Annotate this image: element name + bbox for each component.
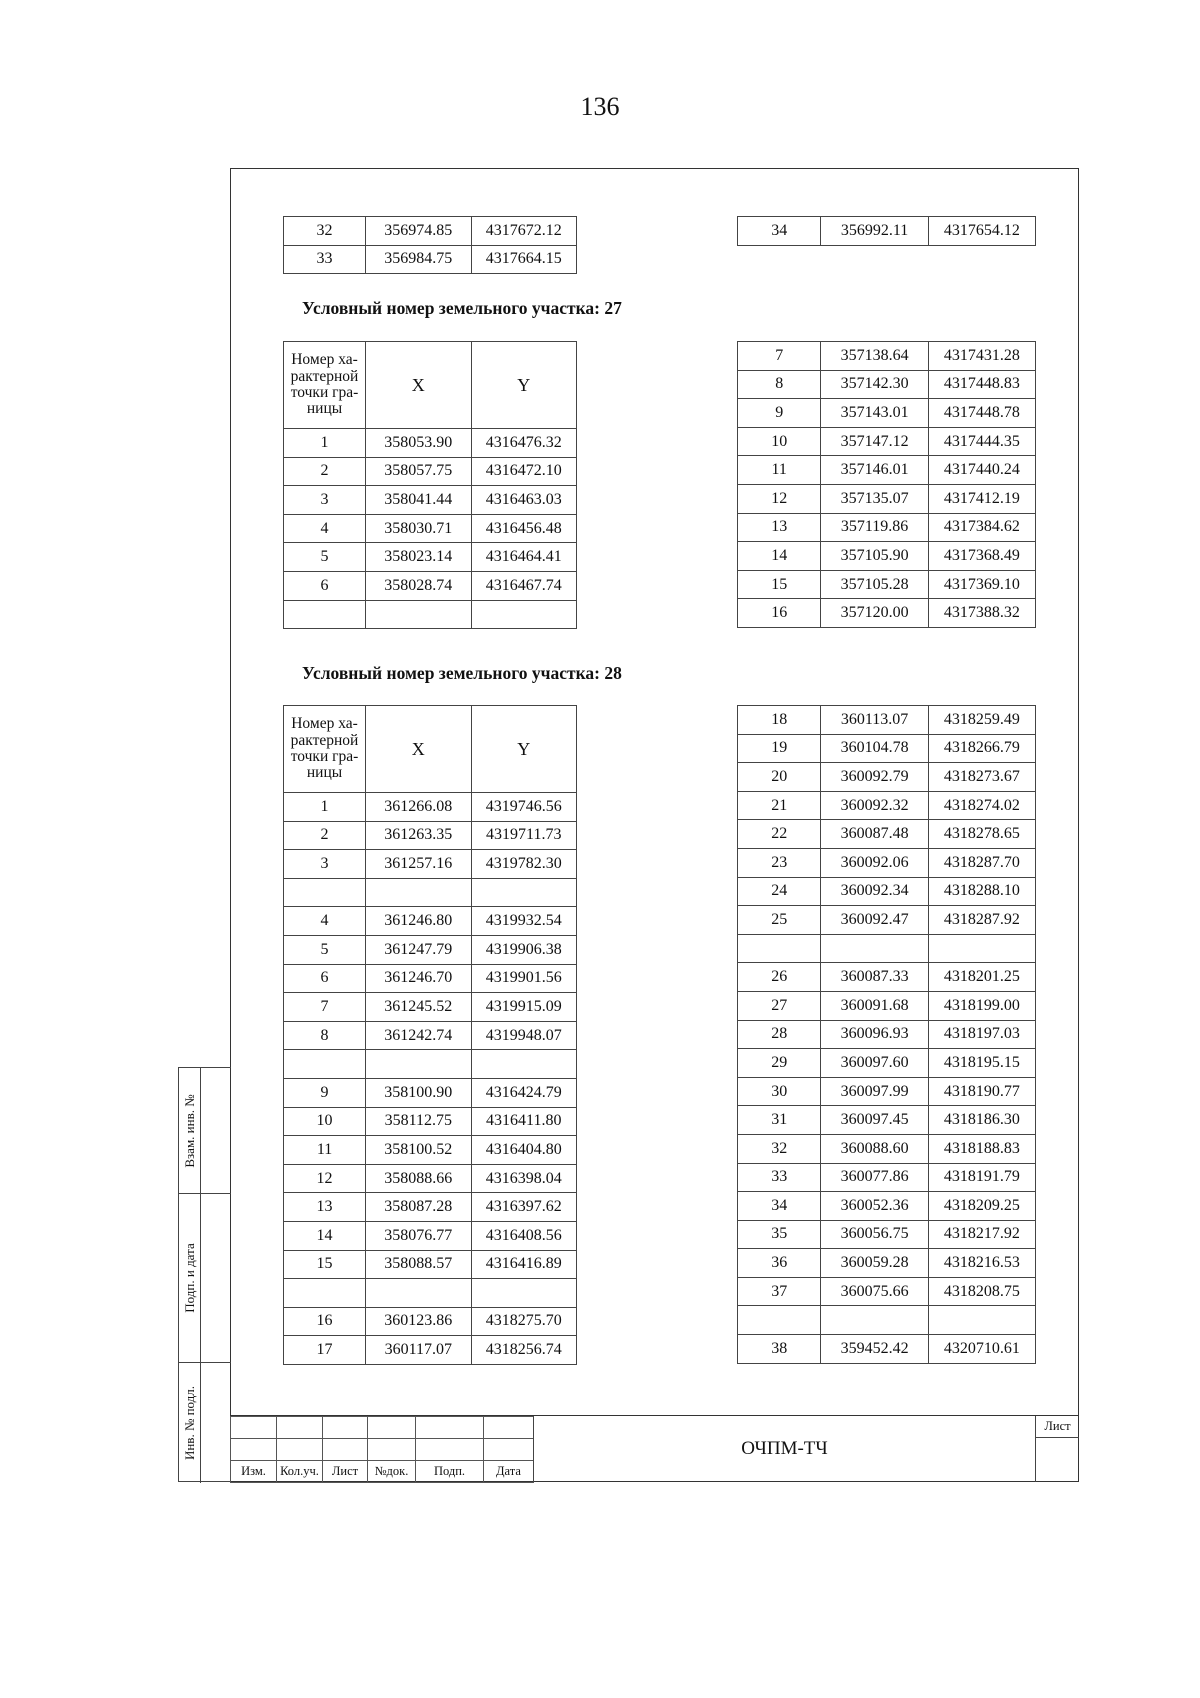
point-number-cell: 9 — [738, 399, 821, 428]
coords-table-plot27-left — [283, 341, 577, 629]
y-cell: 4316456.48 — [471, 514, 577, 543]
y-cell: 4318188.83 — [928, 1134, 1035, 1163]
stamp-col-doc-number: №док. — [368, 1461, 416, 1483]
y-cell: 4318256.74 — [471, 1336, 577, 1365]
x-cell: 358112.75 — [366, 1107, 471, 1136]
table-row — [284, 245, 577, 274]
side-cell-original-inv — [179, 1363, 231, 1483]
table-row — [738, 991, 1036, 1020]
x-cell: 361245.52 — [366, 993, 471, 1022]
side-label-sign-date: Подп. и дата — [181, 1243, 197, 1313]
y-cell — [928, 1306, 1035, 1335]
x-cell: 358030.71 — [366, 514, 471, 543]
x-cell: 360088.60 — [821, 1134, 928, 1163]
y-cell: 4318217.92 — [928, 1220, 1035, 1249]
table-row — [738, 763, 1036, 792]
y-cell: 4318216.53 — [928, 1249, 1035, 1278]
y-cell: 4316467.74 — [471, 571, 577, 600]
point-number-cell: 5 — [284, 935, 366, 964]
point-number-cell: 24 — [738, 877, 821, 906]
stamp-title — [533, 1416, 1035, 1482]
x-cell — [366, 878, 471, 907]
x-cell: 360091.68 — [821, 991, 928, 1020]
point-number-cell — [284, 878, 366, 907]
x-cell: 358041.44 — [366, 486, 471, 515]
y-cell: 4317448.83 — [928, 370, 1035, 399]
x-cell: 360087.33 — [821, 963, 928, 992]
x-cell: 360097.60 — [821, 1049, 928, 1078]
point-number-cell: 30 — [738, 1077, 821, 1106]
x-cell: 360092.47 — [821, 906, 928, 935]
point-number-cell: 33 — [738, 1163, 821, 1192]
x-cell: 360059.28 — [821, 1249, 928, 1278]
table-header-row — [284, 706, 577, 793]
y-cell: 4316472.10 — [471, 457, 577, 486]
table-row — [738, 570, 1036, 599]
y-cell: 4317448.78 — [928, 399, 1035, 428]
coords-table-plot27-right — [737, 341, 1036, 628]
x-cell: 361247.79 — [366, 935, 471, 964]
y-cell: 4317664.15 — [471, 245, 577, 274]
x-cell: 360113.07 — [821, 706, 928, 735]
x-cell: 359452.42 — [821, 1335, 928, 1364]
header-y: Y — [471, 342, 577, 429]
y-cell: 4318186.30 — [928, 1106, 1035, 1135]
y-cell: 4318287.92 — [928, 906, 1035, 935]
point-number-cell — [284, 1279, 366, 1308]
table-row — [284, 964, 577, 993]
table-row — [738, 342, 1036, 371]
x-cell: 358100.90 — [366, 1078, 471, 1107]
y-cell: 4317672.12 — [471, 217, 577, 246]
x-cell: 357142.30 — [821, 370, 928, 399]
y-cell: 4318275.70 — [471, 1307, 577, 1336]
x-cell: 356984.75 — [366, 245, 471, 274]
x-cell: 358087.28 — [366, 1193, 471, 1222]
table-row — [738, 599, 1036, 628]
point-number-cell — [738, 934, 821, 963]
x-cell: 357135.07 — [821, 484, 928, 513]
point-number-cell: 15 — [738, 570, 821, 599]
point-number-cell: 8 — [284, 1021, 366, 1050]
y-cell: 4319746.56 — [471, 793, 577, 822]
y-cell: 4316424.79 — [471, 1078, 577, 1107]
point-number-cell: 21 — [738, 791, 821, 820]
x-cell: 360092.06 — [821, 848, 928, 877]
side-label-replacement-inv: Взам. инв. № — [181, 1093, 197, 1168]
point-number-cell: 1 — [284, 793, 366, 822]
table-row — [284, 1221, 577, 1250]
point-number-cell: 4 — [284, 514, 366, 543]
y-cell: 4318191.79 — [928, 1163, 1035, 1192]
x-cell: 360052.36 — [821, 1192, 928, 1221]
side-cell-sign-date — [179, 1194, 231, 1363]
y-cell: 4316416.89 — [471, 1250, 577, 1279]
point-number-cell: 10 — [284, 1107, 366, 1136]
table-row — [284, 1107, 577, 1136]
header-point-number: Номер ха-рактерной точки гра-ницы — [284, 342, 366, 429]
x-cell: 358023.14 — [366, 543, 471, 572]
point-number-cell: 22 — [738, 820, 821, 849]
stamp-row — [231, 1417, 534, 1439]
section-heading-plot-28: Условный номер земельного участка: 28 — [302, 663, 622, 683]
table-row — [738, 1220, 1036, 1249]
table-row — [284, 1279, 577, 1308]
table-row — [284, 457, 577, 486]
document-code: ОЧПМ-ТЧ — [741, 1438, 828, 1459]
x-cell: 357105.90 — [821, 542, 928, 571]
x-cell: 361263.35 — [366, 821, 471, 850]
y-cell: 4317368.49 — [928, 542, 1035, 571]
table-row — [738, 1077, 1036, 1106]
y-cell: 4317440.24 — [928, 456, 1035, 485]
table-row — [284, 935, 577, 964]
point-number-cell: 34 — [738, 217, 821, 246]
point-number-cell — [284, 600, 366, 629]
point-number-cell: 17 — [284, 1336, 366, 1365]
x-cell: 361246.80 — [366, 907, 471, 936]
x-cell: 357146.01 — [821, 456, 928, 485]
x-cell: 361242.74 — [366, 1021, 471, 1050]
table-row — [284, 600, 577, 629]
x-cell: 357119.86 — [821, 513, 928, 542]
stamp-col-sheet: Лист — [323, 1461, 368, 1483]
point-number-cell: 28 — [738, 1020, 821, 1049]
stamp-col-count: Кол.уч. — [277, 1461, 323, 1483]
x-cell: 360096.93 — [821, 1020, 928, 1049]
coords-table-plot28-left — [283, 705, 577, 1365]
table-row — [284, 1136, 577, 1165]
point-number-cell: 26 — [738, 963, 821, 992]
y-cell: 4319711.73 — [471, 821, 577, 850]
table-row — [284, 543, 577, 572]
stamp-header-row — [231, 1461, 534, 1483]
y-cell — [471, 1279, 577, 1308]
x-cell: 360097.45 — [821, 1106, 928, 1135]
x-cell: 358076.77 — [366, 1221, 471, 1250]
x-cell — [366, 600, 471, 629]
point-number-cell: 20 — [738, 763, 821, 792]
stamp-sheet-label: Лист — [1036, 1416, 1079, 1438]
point-number-cell: 11 — [738, 456, 821, 485]
table-row — [738, 1163, 1036, 1192]
x-cell: 360117.07 — [366, 1336, 471, 1365]
point-number-cell: 13 — [738, 513, 821, 542]
y-cell: 4319915.09 — [471, 993, 577, 1022]
x-cell: 358028.74 — [366, 571, 471, 600]
table-row — [284, 1193, 577, 1222]
point-number-cell: 2 — [284, 821, 366, 850]
side-label-original-inv: Инв. № подл. — [181, 1385, 197, 1461]
table-row — [284, 878, 577, 907]
header-y: Y — [471, 706, 577, 793]
table-row — [738, 906, 1036, 935]
table-row — [284, 486, 577, 515]
side-cell-replacement-inv — [179, 1068, 231, 1194]
x-cell: 360077.86 — [821, 1163, 928, 1192]
table-row — [738, 427, 1036, 456]
y-cell: 4317654.12 — [928, 217, 1035, 246]
x-cell: 360092.34 — [821, 877, 928, 906]
stamp-col-change: Изм. — [231, 1461, 277, 1483]
point-number-cell: 18 — [738, 706, 821, 735]
table-row — [284, 1336, 577, 1365]
x-cell: 357120.00 — [821, 599, 928, 628]
y-cell: 4318259.49 — [928, 706, 1035, 735]
table-row — [284, 907, 577, 936]
x-cell: 360123.86 — [366, 1307, 471, 1336]
x-cell: 357105.28 — [821, 570, 928, 599]
table-row — [738, 1306, 1036, 1335]
point-number-cell: 14 — [284, 1221, 366, 1250]
x-cell — [366, 1050, 471, 1079]
y-cell: 4318195.15 — [928, 1049, 1035, 1078]
point-number-cell: 16 — [284, 1307, 366, 1336]
header-x: X — [366, 706, 471, 793]
y-cell — [471, 878, 577, 907]
y-cell: 4318208.75 — [928, 1277, 1035, 1306]
point-number-cell: 1 — [284, 429, 366, 458]
table-row — [738, 370, 1036, 399]
point-number-cell: 11 — [284, 1136, 366, 1165]
y-cell: 4318274.02 — [928, 791, 1035, 820]
table-row — [284, 514, 577, 543]
table-row — [738, 1106, 1036, 1135]
stamp-row — [231, 1439, 534, 1461]
title-block-stamp — [230, 1415, 1079, 1482]
table-row — [738, 820, 1036, 849]
point-number-cell: 16 — [738, 599, 821, 628]
table-row — [284, 217, 577, 246]
point-number-cell: 8 — [738, 370, 821, 399]
y-cell: 4316411.80 — [471, 1107, 577, 1136]
point-number-cell: 25 — [738, 906, 821, 935]
table-row — [738, 542, 1036, 571]
table-row — [738, 1049, 1036, 1078]
stamp-col-signature: Подп. — [416, 1461, 484, 1483]
point-number-cell — [738, 1306, 821, 1335]
point-number-cell: 34 — [738, 1192, 821, 1221]
point-number-cell: 31 — [738, 1106, 821, 1135]
table-row — [738, 399, 1036, 428]
x-cell: 360075.66 — [821, 1277, 928, 1306]
y-cell: 4319901.56 — [471, 964, 577, 993]
y-cell: 4316464.41 — [471, 543, 577, 572]
point-number-cell: 32 — [284, 217, 366, 246]
y-cell: 4316398.04 — [471, 1164, 577, 1193]
table-row — [284, 1050, 577, 1079]
y-cell: 4317412.19 — [928, 484, 1035, 513]
point-number-cell — [284, 1050, 366, 1079]
y-cell — [471, 600, 577, 629]
y-cell: 4319932.54 — [471, 907, 577, 936]
x-cell: 360056.75 — [821, 1220, 928, 1249]
x-cell: 357143.01 — [821, 399, 928, 428]
point-number-cell: 5 — [284, 543, 366, 572]
table-row — [738, 934, 1036, 963]
page-number: 136 — [580, 92, 620, 121]
x-cell: 357147.12 — [821, 427, 928, 456]
point-number-cell: 2 — [284, 457, 366, 486]
x-cell: 358100.52 — [366, 1136, 471, 1165]
point-number-cell: 33 — [284, 245, 366, 274]
point-number-cell: 3 — [284, 486, 366, 515]
x-cell: 358053.90 — [366, 429, 471, 458]
point-number-cell: 4 — [284, 907, 366, 936]
x-cell: 358088.57 — [366, 1250, 471, 1279]
point-number-cell: 9 — [284, 1078, 366, 1107]
y-cell — [471, 1050, 577, 1079]
point-number-cell: 13 — [284, 1193, 366, 1222]
y-cell: 4317369.10 — [928, 570, 1035, 599]
table-row — [738, 484, 1036, 513]
table-row — [284, 571, 577, 600]
table-row — [738, 877, 1036, 906]
table-row — [738, 963, 1036, 992]
table-row — [284, 993, 577, 1022]
x-cell: 360087.48 — [821, 820, 928, 849]
point-number-cell: 27 — [738, 991, 821, 1020]
header-point-number: Номер ха-рактерной точки гра-ницы — [284, 706, 366, 793]
point-number-cell: 35 — [738, 1220, 821, 1249]
x-cell: 360092.79 — [821, 763, 928, 792]
y-cell: 4318287.70 — [928, 848, 1035, 877]
y-cell: 4316404.80 — [471, 1136, 577, 1165]
side-strip — [178, 1067, 231, 1482]
table-row — [738, 1134, 1036, 1163]
x-cell: 361246.70 — [366, 964, 471, 993]
point-number-cell: 6 — [284, 964, 366, 993]
y-cell — [928, 934, 1035, 963]
table-row — [738, 1277, 1036, 1306]
coords-table-top-left — [283, 216, 577, 274]
coords-table-plot28-right — [737, 705, 1036, 1364]
point-number-cell: 29 — [738, 1049, 821, 1078]
table-row — [738, 1335, 1036, 1364]
point-number-cell: 38 — [738, 1335, 821, 1364]
table-row — [738, 791, 1036, 820]
point-number-cell: 23 — [738, 848, 821, 877]
x-cell: 357138.64 — [821, 342, 928, 371]
coords-table-top-right — [737, 216, 1036, 246]
point-number-cell: 12 — [284, 1164, 366, 1193]
y-cell: 4319906.38 — [471, 935, 577, 964]
y-cell: 4318197.03 — [928, 1020, 1035, 1049]
x-cell: 360092.32 — [821, 791, 928, 820]
stamp-grid — [230, 1416, 534, 1483]
table-row — [284, 850, 577, 879]
section-heading-plot-27: Условный номер земельного участка: 27 — [302, 298, 622, 318]
x-cell — [821, 934, 928, 963]
table-row — [738, 706, 1036, 735]
y-cell: 4320710.61 — [928, 1335, 1035, 1364]
point-number-cell: 14 — [738, 542, 821, 571]
table-row — [284, 821, 577, 850]
table-row — [738, 1020, 1036, 1049]
table-row — [284, 1164, 577, 1193]
table-row — [738, 217, 1036, 246]
stamp-sheet-box — [1035, 1416, 1079, 1482]
table-row — [284, 1021, 577, 1050]
stamp-col-date: Дата — [484, 1461, 534, 1483]
point-number-cell: 36 — [738, 1249, 821, 1278]
y-cell: 4316476.32 — [471, 429, 577, 458]
point-number-cell: 12 — [738, 484, 821, 513]
table-row — [738, 456, 1036, 485]
x-cell: 360104.78 — [821, 734, 928, 763]
point-number-cell: 32 — [738, 1134, 821, 1163]
point-number-cell: 15 — [284, 1250, 366, 1279]
point-number-cell: 10 — [738, 427, 821, 456]
table-header-row — [284, 342, 577, 429]
y-cell: 4316463.03 — [471, 486, 577, 515]
y-cell: 4317388.32 — [928, 599, 1035, 628]
y-cell: 4316397.62 — [471, 1193, 577, 1222]
table-row — [738, 513, 1036, 542]
x-cell: 361257.16 — [366, 850, 471, 879]
table-row — [738, 1192, 1036, 1221]
y-cell: 4319782.30 — [471, 850, 577, 879]
x-cell: 360097.99 — [821, 1077, 928, 1106]
y-cell: 4318278.65 — [928, 820, 1035, 849]
header-x: X — [366, 342, 471, 429]
y-cell: 4318199.00 — [928, 991, 1035, 1020]
x-cell — [821, 1306, 928, 1335]
point-number-cell: 7 — [738, 342, 821, 371]
x-cell: 361266.08 — [366, 793, 471, 822]
y-cell: 4318273.67 — [928, 763, 1035, 792]
point-number-cell: 37 — [738, 1277, 821, 1306]
table-row — [284, 1078, 577, 1107]
y-cell: 4318190.77 — [928, 1077, 1035, 1106]
x-cell: 356992.11 — [821, 217, 928, 246]
y-cell: 4317431.28 — [928, 342, 1035, 371]
x-cell: 358088.66 — [366, 1164, 471, 1193]
y-cell: 4319948.07 — [471, 1021, 577, 1050]
table-row — [738, 734, 1036, 763]
table-row — [284, 1307, 577, 1336]
y-cell: 4317384.62 — [928, 513, 1035, 542]
table-row — [738, 848, 1036, 877]
point-number-cell: 3 — [284, 850, 366, 879]
table-row — [738, 1249, 1036, 1278]
x-cell: 358057.75 — [366, 457, 471, 486]
table-row — [284, 429, 577, 458]
y-cell: 4318201.25 — [928, 963, 1035, 992]
y-cell: 4316408.56 — [471, 1221, 577, 1250]
table-row — [284, 1250, 577, 1279]
x-cell: 356974.85 — [366, 217, 471, 246]
point-number-cell: 19 — [738, 734, 821, 763]
y-cell: 4318266.79 — [928, 734, 1035, 763]
y-cell: 4317444.35 — [928, 427, 1035, 456]
point-number-cell: 6 — [284, 571, 366, 600]
y-cell: 4318288.10 — [928, 877, 1035, 906]
table-row — [284, 793, 577, 822]
x-cell — [366, 1279, 471, 1308]
y-cell: 4318209.25 — [928, 1192, 1035, 1221]
point-number-cell: 7 — [284, 993, 366, 1022]
